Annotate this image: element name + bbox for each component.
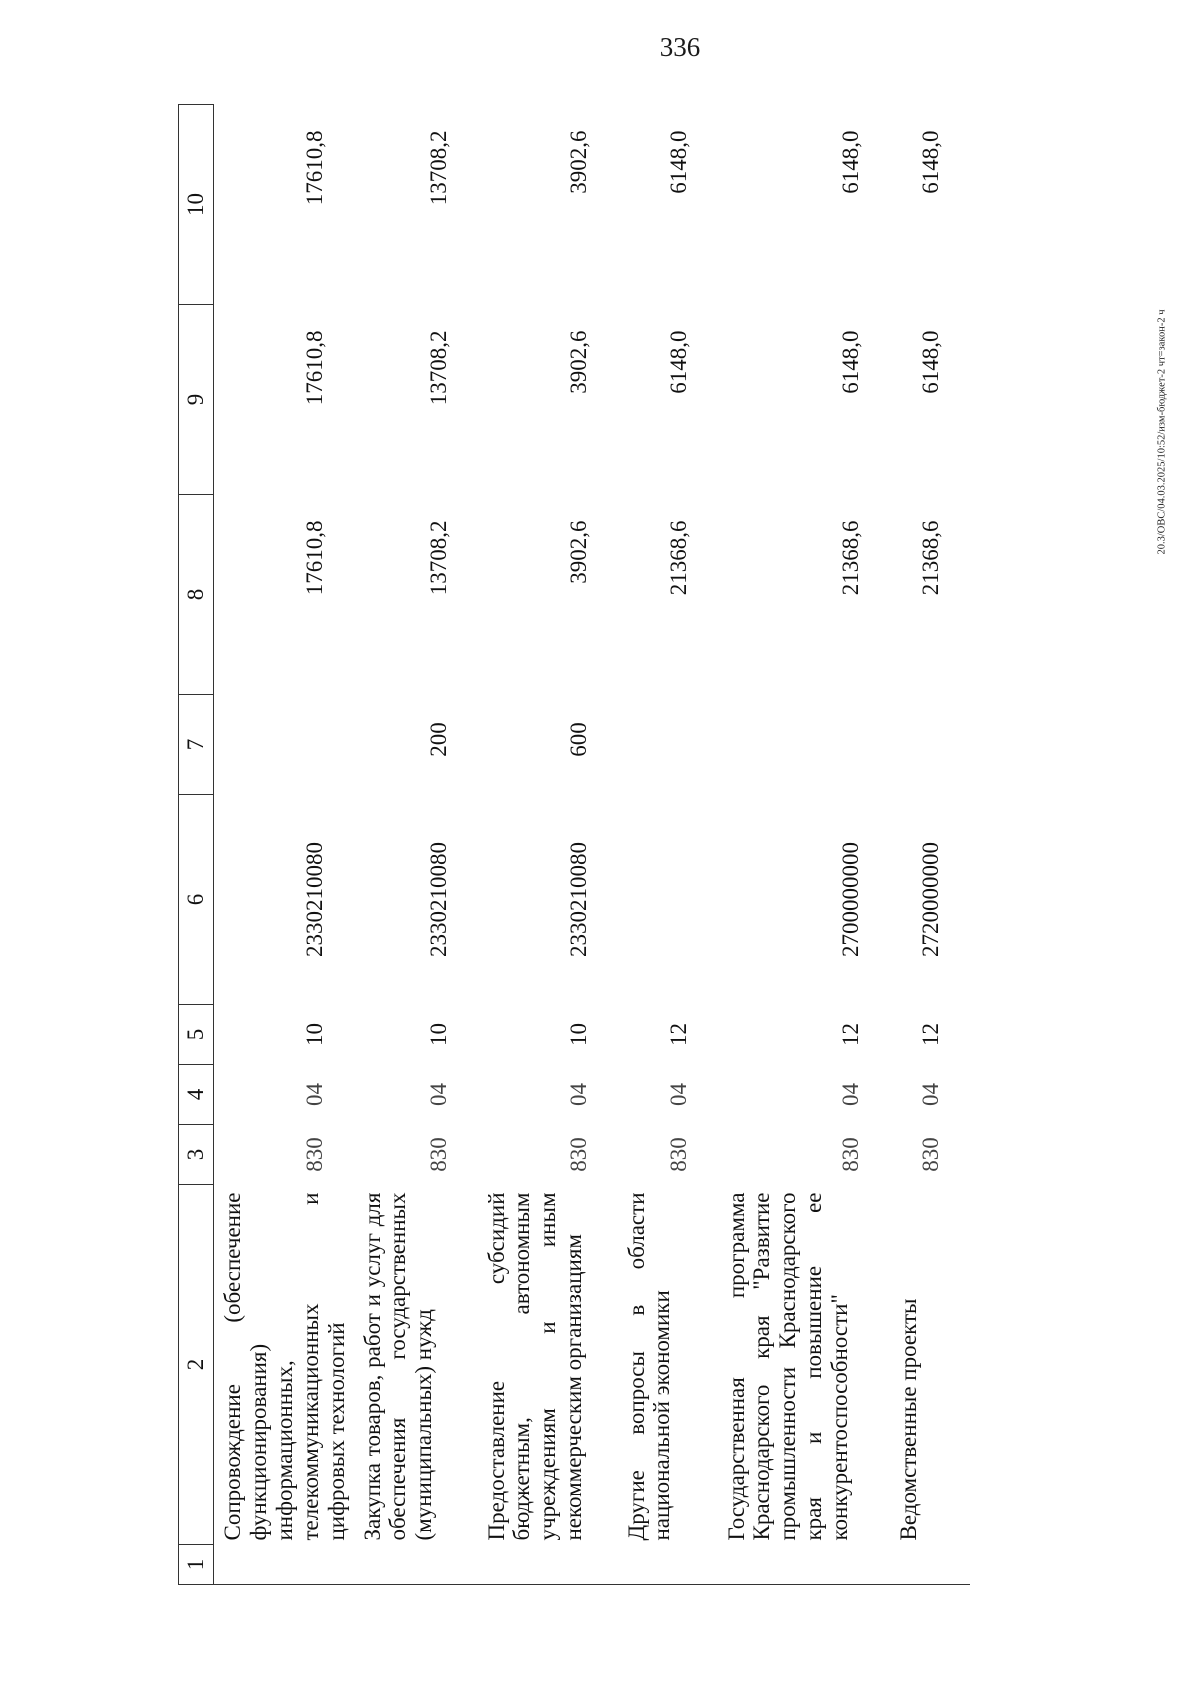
cell-code-7 xyxy=(890,695,970,795)
cell-code-3: 830 xyxy=(665,1137,691,1172)
cell-value-10: 17610,8 xyxy=(301,130,327,206)
col-header-5: 5 xyxy=(179,1005,214,1065)
row-marker xyxy=(354,1545,478,1585)
col-header-6: 6 xyxy=(179,795,214,1005)
cell-value-10: 6148,0 xyxy=(917,130,943,194)
table-header-row xyxy=(179,105,214,1585)
cell-code-5: 10 xyxy=(565,1023,591,1046)
col-header-9: 9 xyxy=(179,305,214,495)
cell-code-5: 12 xyxy=(837,1023,863,1046)
cell-value-8: 3902,6 xyxy=(565,520,591,584)
row-marker xyxy=(618,1545,718,1585)
row-description: Ведомственные проекты xyxy=(895,1298,921,1541)
col-header-2: 2 xyxy=(179,1185,214,1545)
cell-code-3: 830 xyxy=(917,1137,943,1172)
document-footer-note: 20.3/ОВС/04.03.2025/10:52/изм-бюджет-2 чт=закон-2 ч xyxy=(1156,309,1168,555)
table-row xyxy=(354,105,478,1585)
col-header-3: 3 xyxy=(179,1125,214,1185)
cell-value-10: 6148,0 xyxy=(665,130,691,194)
cell-code-4: 04 xyxy=(425,1083,451,1106)
cell-code-4: 04 xyxy=(565,1083,591,1106)
cell-code-5: 10 xyxy=(301,1023,327,1046)
cell-value-10: 3902,6 xyxy=(565,130,591,194)
cell-code-7: 600 xyxy=(565,722,591,757)
page-number: 336 xyxy=(659,32,701,62)
col-header-7: 7 xyxy=(179,695,214,795)
cell-code-7 xyxy=(618,695,718,795)
row-description: Другие вопросы в области национальной экономики xyxy=(623,1192,675,1541)
cell-value-8: 21368,6 xyxy=(837,520,863,596)
cell-code-7: 200 xyxy=(425,722,451,757)
cell-code-4: 04 xyxy=(665,1083,691,1106)
cell-value-8: 21368,6 xyxy=(665,520,691,596)
cell-code-3: 830 xyxy=(425,1137,451,1172)
cell-code-6: 2330210080 xyxy=(301,842,327,957)
cell-value-9: 13708,2 xyxy=(425,330,451,406)
cell-code-6: 2330210080 xyxy=(425,842,451,957)
col-header-4: 4 xyxy=(179,1065,214,1125)
row-marker xyxy=(890,1545,970,1585)
row-description: Сопровождение (обеспечение функционирования) информационных, телекоммуникационных и цифровых технологий xyxy=(220,1192,349,1541)
budget-table xyxy=(178,104,970,1585)
row-marker xyxy=(718,1545,890,1585)
cell-code-4: 04 xyxy=(917,1083,943,1106)
cell-code-3: 830 xyxy=(565,1137,591,1172)
cell-code-3: 830 xyxy=(837,1137,863,1172)
cell-code-6: 2720000000 xyxy=(917,842,943,957)
col-header-1: 1 xyxy=(179,1545,214,1585)
col-header-10: 10 xyxy=(179,105,214,305)
table-row xyxy=(890,105,970,1585)
table-row xyxy=(618,105,718,1585)
cell-code-4: 04 xyxy=(301,1083,327,1106)
cell-code-6: 2700000000 xyxy=(837,842,863,957)
col-header-8: 8 xyxy=(179,495,214,695)
cell-code-7 xyxy=(718,695,890,795)
cell-code-7 xyxy=(214,695,354,795)
cell-code-5: 12 xyxy=(665,1023,691,1046)
cell-code-6 xyxy=(618,795,718,1005)
cell-value-10: 6148,0 xyxy=(837,130,863,194)
row-description: Закупка товаров, работ и услуг для обеспечения государственных (муниципальных) нужд xyxy=(359,1192,437,1541)
table-row xyxy=(214,105,354,1585)
row-marker xyxy=(478,1545,618,1585)
table-canvas xyxy=(178,105,1038,1585)
row-description: Государственная программа Краснодарского края "Развитие промышленности Краснодарского края и повышение ее конкурентоспособности" xyxy=(723,1192,853,1541)
cell-value-9: 6148,0 xyxy=(917,330,943,394)
cell-code-6: 2330210080 xyxy=(565,842,591,957)
cell-value-9: 3902,6 xyxy=(565,330,591,394)
row-description: Предоставление субсидий бюджетным, автономным учреждениям и иным некоммерческим организациям xyxy=(483,1192,587,1541)
table-row xyxy=(718,105,890,1585)
cell-code-3: 830 xyxy=(301,1137,327,1172)
cell-value-8: 17610,8 xyxy=(301,520,327,596)
table-row xyxy=(478,105,618,1585)
cell-value-9: 17610,8 xyxy=(301,330,327,406)
rotated-table-area xyxy=(178,105,1038,1585)
cell-value-9: 6148,0 xyxy=(837,330,863,394)
cell-code-5: 12 xyxy=(917,1023,943,1046)
cell-code-5: 10 xyxy=(425,1023,451,1046)
cell-value-10: 13708,2 xyxy=(425,130,451,206)
cell-value-9: 6148,0 xyxy=(665,330,691,394)
cell-code-4: 04 xyxy=(837,1083,863,1106)
cell-value-8: 13708,2 xyxy=(425,520,451,596)
cell-value-8: 21368,6 xyxy=(917,520,943,596)
row-marker xyxy=(214,1545,354,1585)
